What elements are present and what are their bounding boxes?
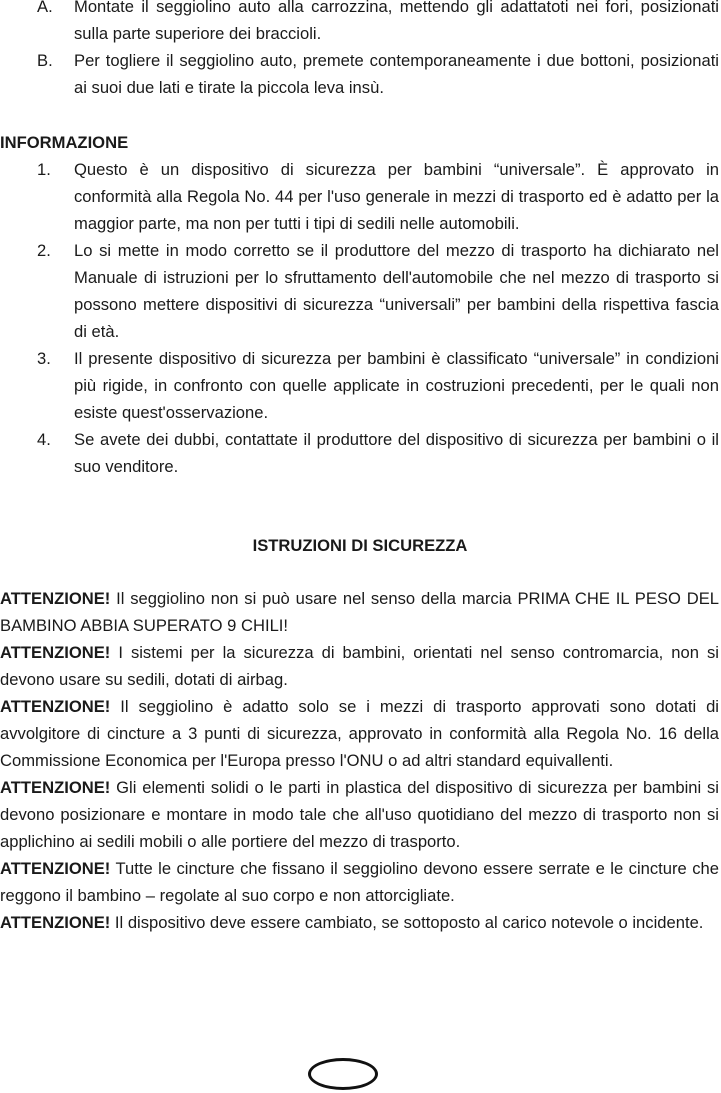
list-marker: 4. bbox=[37, 430, 51, 449]
warning-paragraph bbox=[0, 855, 720, 909]
list-item-text: Per togliere il seggiolino auto, premete contemporaneamente i due bottoni, posizionati ai suoi due lati e tirate la piccola leva insù. bbox=[74, 51, 719, 97]
list-marker: 2. bbox=[37, 241, 51, 260]
list-item-text: Il presente dispositivo di sicurezza per bambini è classificato “universale” in condizioni più rigide, in confronto con quelle applicate in costruzioni precedenti, per le quali non esiste quest'osservazione. bbox=[74, 349, 719, 422]
warning-text: I sistemi per la sicurezza di bambini, orientati nel senso contromarcia, non si devono usare su sedili, dotati di airbag. bbox=[0, 643, 719, 689]
page-number-oval bbox=[308, 1058, 378, 1090]
warning-paragraph bbox=[0, 774, 720, 855]
warning-text: Il seggiolino è adatto solo se i mezzi di trasporto approvati sono dotati di avvolgitore di cincture a 3 punti di sicurezza, approvato in conformità alla Regola No. 16 della Commissione Economica per l'Europa presso l'ONU o ad altri standard equivallenti. bbox=[0, 697, 719, 770]
warning-label: ATTENZIONE! bbox=[0, 778, 111, 797]
list-marker: 3. bbox=[37, 349, 51, 368]
warning-label: ATTENZIONE! bbox=[0, 643, 111, 662]
information-heading: INFORMAZIONE bbox=[0, 133, 129, 152]
list-item-text: Lo si mette in modo corretto se il produttore del mezzo di trasporto ha dichiarato nel Manuale di istruzioni per lo sfruttamento dell'automobile che nel mezzo di trasporto si possono mettere dispositivi di sicurezza “universali” per bambini della rispettiva fascia di età. bbox=[74, 241, 719, 341]
warning-paragraph bbox=[0, 693, 720, 774]
safety-warnings bbox=[0, 585, 720, 936]
list-item-text: Se avete dei dubbi, contattate il produttore del dispositivo di sicurezza per bambini o il suo venditore. bbox=[74, 430, 719, 476]
warning-text: Tutte le cincture che fissano il seggiolino devono essere serrate e le cincture che reggono il bambino – regolate al suo corpo e non attorcigliate. bbox=[0, 859, 719, 905]
information-list bbox=[0, 156, 720, 480]
list-item bbox=[0, 0, 720, 47]
warning-label: ATTENZIONE! bbox=[0, 697, 111, 716]
list-item-text: Questo è un dispositivo di sicurezza per bambini “universale”. È approvato in conformità alla Regola No. 44 per l'uso generale in mezzi di trasporto ed è adatto per la maggior parte, ma non per tutti i tipi di sedili nelle automobili. bbox=[74, 160, 719, 233]
list-marker: A. bbox=[37, 0, 53, 16]
warning-paragraph bbox=[0, 585, 720, 639]
information-section bbox=[0, 129, 720, 480]
safety-instructions-heading: ISTRUZIONI DI SICUREZZA bbox=[252, 536, 468, 555]
list-marker: B. bbox=[37, 51, 53, 70]
list-item bbox=[0, 237, 720, 345]
warning-label: ATTENZIONE! bbox=[0, 589, 111, 608]
warning-text: Il seggiolino non si può usare nel senso della marcia PRIMA CHE IL PESO DEL BAMBINO ABBIA SUPERATO 9 CHILI! bbox=[0, 589, 719, 635]
assembly-steps-list bbox=[0, 0, 720, 101]
warning-label: ATTENZIONE! bbox=[0, 859, 111, 878]
list-marker: 1. bbox=[37, 160, 51, 179]
list-item-text: Montate il seggiolino auto alla carrozzina, mettendo gli adattatoti nei fori, posizionati sulla parte superiore dei braccioli. bbox=[74, 0, 719, 43]
list-item bbox=[0, 47, 720, 101]
warning-text: Gli elementi solidi o le parti in plastica del dispositivo di sicurezza per bambini si devono posizionare e montare in modo tale che all'uso quotidiano del mezzo di trasporto non si applichino ai sedili mobili o alle portiere del mezzo di trasporto. bbox=[0, 778, 719, 851]
warning-label: ATTENZIONE! bbox=[0, 913, 111, 932]
list-item bbox=[0, 426, 720, 480]
warning-paragraph bbox=[0, 639, 720, 693]
warning-paragraph bbox=[0, 909, 720, 936]
list-item bbox=[0, 345, 720, 426]
warning-text: Il dispositivo deve essere cambiato, se sottoposto al carico notevole o incidente. bbox=[110, 913, 704, 932]
list-item bbox=[0, 156, 720, 237]
